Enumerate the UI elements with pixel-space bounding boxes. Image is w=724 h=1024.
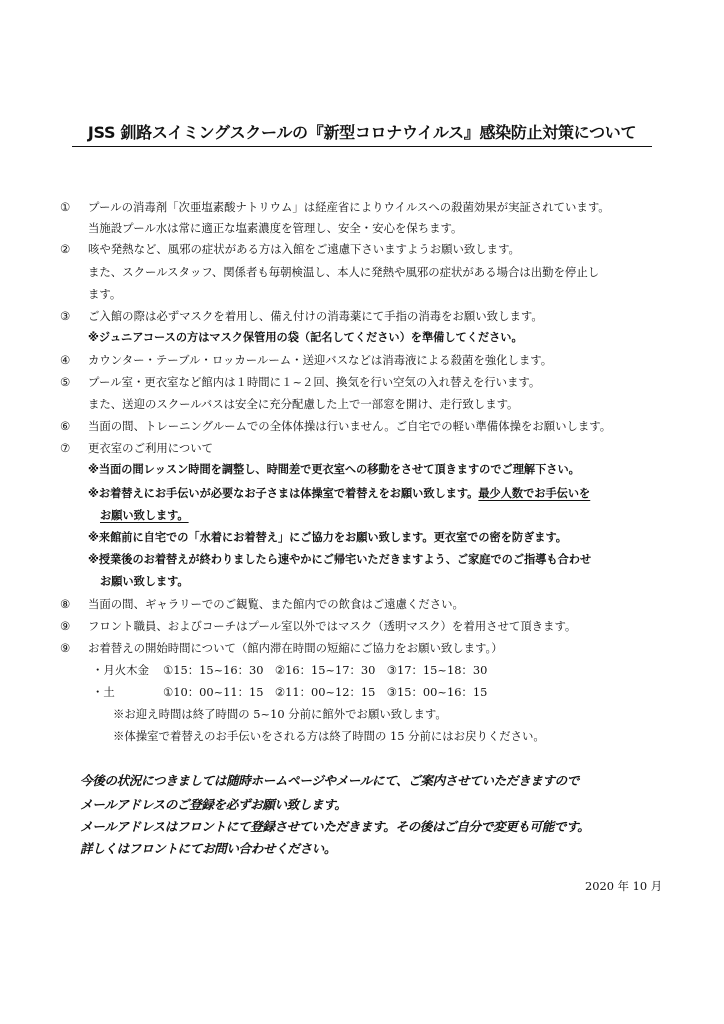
item-number: ⑥ xyxy=(60,419,71,433)
item-text: また、スクールスタッフ、関係者も毎朝検温し、本人に発熱や風邪の症状がある場合は出勤を停止し xyxy=(88,265,600,279)
list-item xyxy=(60,200,670,214)
item-text: ご入館の際は必ずマスクを着用し、備え付けの消毒薬にて手指の消毒をお願い致します。 xyxy=(88,309,543,323)
page-title: JSS 釧路スイミングスクールの『新型コロナウイルス』感染防止対策について xyxy=(72,120,652,147)
item-note-text: ※お着替えにお手伝いが必要なお子さまは体操室で着替えをお願い致します。 xyxy=(88,487,479,500)
item-text: 当施設プール水は常に適正な塩素濃度を管理し、安全・安心を保ちます。 xyxy=(88,221,463,235)
item-note: お願い致します。 xyxy=(100,575,189,588)
item-note: ※来館前に自宅での「水着にお着替え」にご協力をお願い致します。更衣室での密を防ぎます。 xyxy=(88,531,567,544)
item-number: ⑤ xyxy=(60,375,71,389)
item-note-emphasis: 最少人数でお手伝いを xyxy=(478,487,591,500)
schedule-day: ・土 xyxy=(92,685,115,699)
item-number: ⑨ xyxy=(60,619,71,633)
item-number: ③ xyxy=(60,309,71,323)
schedule-note: ※お迎え時間は終了時間の 5~10 分前に館外でお願い致します。 xyxy=(113,707,447,721)
item-note: ※当面の間レッスン時間を調整し、時間差で更衣室への移動をさせて頂きますのでご理解下さい。 xyxy=(88,463,580,476)
item-text: 更衣室のご利用について xyxy=(88,441,214,455)
item-note: ※ジュニアコースの方はマスク保管用の袋（記名してください）を準備してください。 xyxy=(88,331,523,344)
footer-line: メールアドレスはフロントにて登録させていただきます。その後はご自分で変更も可能です。 xyxy=(80,819,590,834)
list-item xyxy=(60,641,670,655)
item-note xyxy=(100,509,189,523)
schedule-note: ※体操室で着替えのお手伝いをされる方は終了時間の 15 分前にはお戻りください。 xyxy=(113,729,545,743)
schedule-times: ①10：00~11：15 ②11：00~12：15 ③15：00~16：15 xyxy=(163,685,488,699)
list-item xyxy=(60,309,670,323)
item-number: ⑦ xyxy=(60,441,71,455)
item-text: プール室・更衣室など館内は１時間に１~２回、換気を行い空気の入れ替えを行います。 xyxy=(88,375,541,389)
item-number: ⑧ xyxy=(60,597,71,611)
item-text: ます。 xyxy=(88,287,122,301)
list-item xyxy=(60,375,670,389)
footer-line: 詳しくはフロントにてお問い合わせください。 xyxy=(80,841,337,856)
list-item xyxy=(60,619,670,633)
item-number: ② xyxy=(60,242,71,256)
item-text: また、送迎のスクールバスは安全に充分配慮した上で一部窓を開け、走行致します。 xyxy=(88,397,519,411)
item-text: 咳や発熱など、風邪の症状がある方は入館をご遠慮下さいますようお願い致します。 xyxy=(88,242,520,256)
item-number: ① xyxy=(60,200,71,214)
item-text: プールの消毒剤「次亜塩素酸ナトリウム」は経産省によりウイルスへの殺菌効果が実証されています。 xyxy=(88,200,610,214)
item-text: フロント職員、およびコーチはプール室以外ではマスク（透明マスク）を着用させて頂きます。 xyxy=(88,619,577,633)
schedule-day: ・月火木金 xyxy=(92,663,149,677)
footer-line: メールアドレスのご登録を必ずお願い致します。 xyxy=(80,797,347,812)
item-text: 当面の間、ギャラリーでのご観覧、また館内での飲食はご遠慮ください。 xyxy=(88,597,464,611)
list-item xyxy=(60,242,670,256)
item-text: 当面の間、トレーニングルームでの全体体操は行いません。ご自宅での軽い準備体操をお願いします。 xyxy=(88,419,612,433)
item-number: ④ xyxy=(60,353,71,367)
footer-line: 今後の状況につきましては随時ホームページやメールにて、ご案内させていただきますので xyxy=(80,773,579,788)
list-item xyxy=(60,353,670,367)
document-date: 2020 年 10 月 xyxy=(585,879,663,893)
item-note: ※授業後のお着替えが終わりましたら速やかにご帰宅いただきますよう、ご家庭でのご指導も合わせ xyxy=(88,553,592,566)
item-text: カウンター・テーブル・ロッカールーム・送迎バスなどは消毒液による殺菌を強化します。 xyxy=(88,353,553,367)
item-note-emphasis: お願い致します。 xyxy=(100,509,189,522)
list-item xyxy=(60,441,670,455)
list-item xyxy=(60,419,670,433)
item-number: ⑨ xyxy=(60,641,71,655)
schedule-times: ①15：15~16：30 ②16：15~17：30 ③17：15~18：30 xyxy=(163,663,488,677)
list-item xyxy=(60,597,670,611)
item-note xyxy=(88,487,590,501)
item-text: お着替えの開始時間について（館内滞在時間の短縮にご協力をお願い致します。） xyxy=(88,641,503,655)
